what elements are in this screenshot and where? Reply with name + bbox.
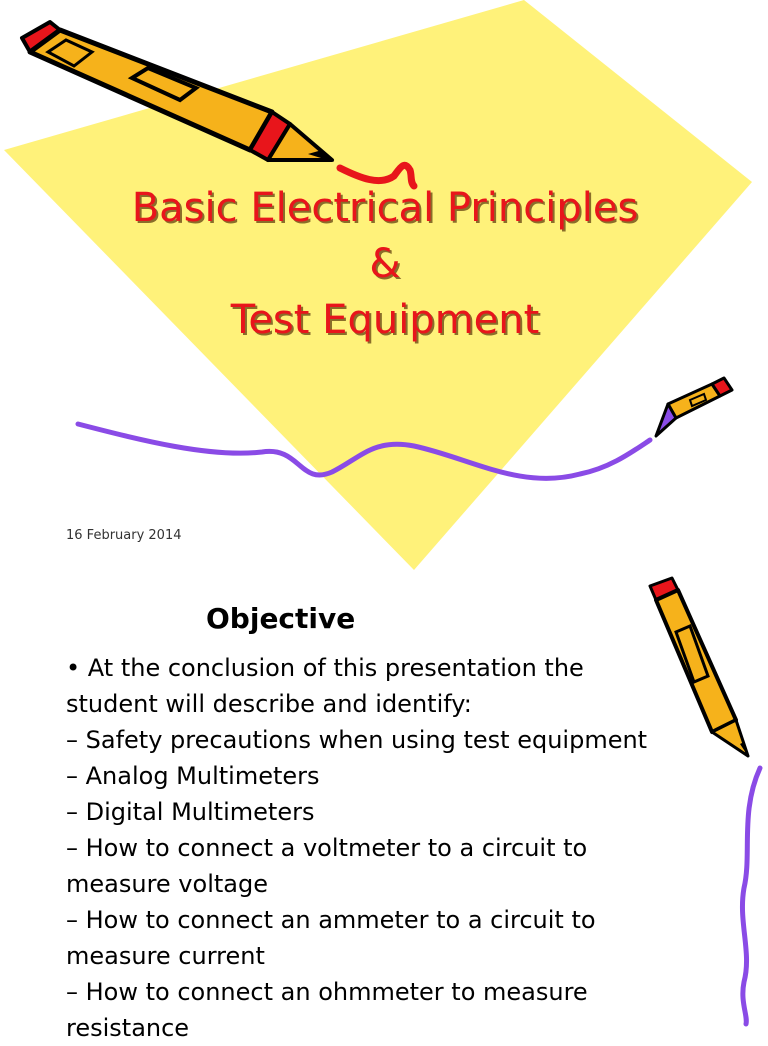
slide-date: 16 February 2014 [66,528,182,543]
objective-line: measure voltage [66,870,268,898]
objective-line: – How to connect a voltmeter to a circuit to [66,834,588,862]
objective-line: – Analog Multimeters [66,762,320,790]
objective-line: measure current [66,942,265,970]
title-line-3: Test Equipment [230,297,540,343]
objective-heading: Objective [206,602,356,635]
objective-line: • At the conclusion of this presentation the [66,654,584,682]
slide-title [80,180,690,348]
objective-line: student will describe and identify: [66,690,472,718]
objective-slide [0,572,768,1042]
objective-line: – How to connect an ohmmeter to measure [66,978,588,1006]
objective-line: – Digital Multimeters [66,798,315,826]
objective-line: – How to connect an ammeter to a circuit to [66,906,596,934]
objective-line: – Safety precautions when using test equipment [66,726,648,754]
title-line-2: & [369,241,401,287]
objective-list [66,650,766,1046]
title-line-1: Basic Electrical Principles [131,185,639,231]
small-pencil-icon [656,378,732,436]
objective-line: resistance [66,1014,190,1042]
